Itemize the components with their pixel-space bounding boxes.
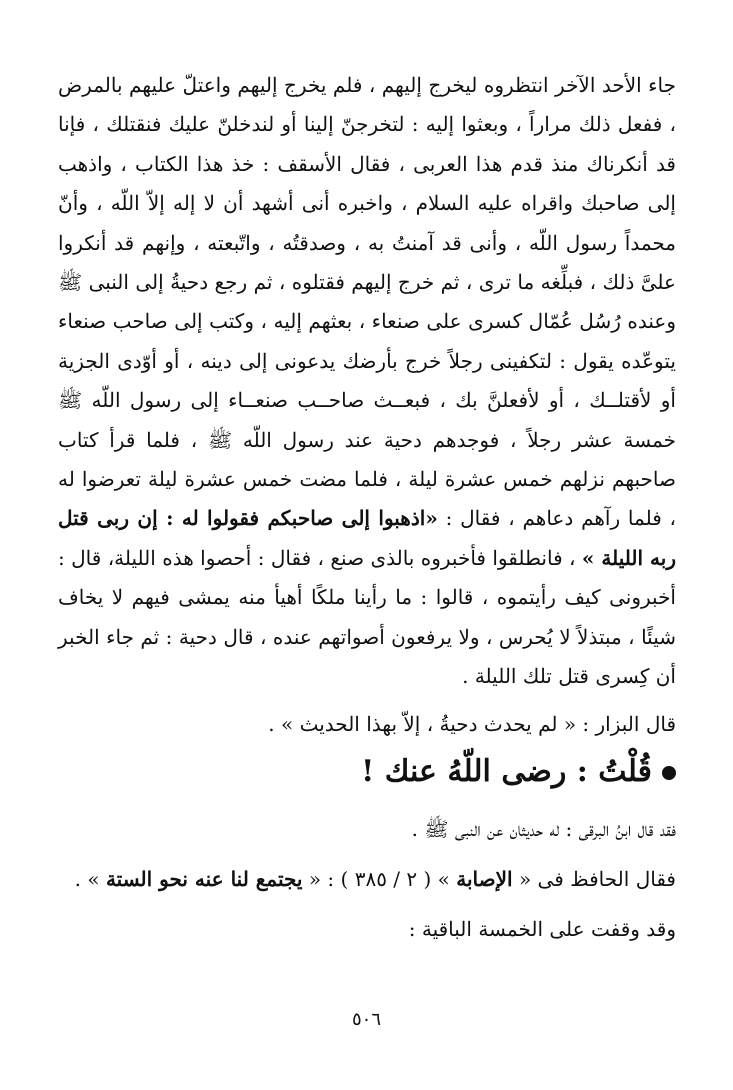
hafiz-line-end: » . xyxy=(74,866,106,891)
page-body xyxy=(58,66,676,1066)
hafiz-quote: يجتمع لنا عنه نحو الستة xyxy=(105,866,303,891)
barqi-line: فقد قال ابنُ البرقى : له حديثان عن النبى ﷺ . xyxy=(411,816,676,841)
heading-text: قُلْتُ : رضى اللّهُ عنك ! xyxy=(361,753,652,789)
bazzar-quote: قال البزار : « لم يحدث دحيةُ ، إلاّ بهذا الحديث » . xyxy=(268,711,676,736)
hafiz-line xyxy=(58,861,676,897)
remaining-line: وقد وقفت على الخمسة الباقية : xyxy=(408,916,676,941)
paragraph-text-part2: ، فانطلقوا فأخبروه بالذى صنع ، فقال : أحصوا هذه الليلة، قال : أخبرونى كيف رأيتموه ، قالوا : ما رأينا ملكًا أهيأ منه يمشى فيهم لا يخاف شيئًا ، مبتذلاً لا يُحرس ، ولا يرفعون أصواتهم عنده ، قال دحية : ثم جاء الخبر أن كِسرى قتل تلك الليلة . xyxy=(58,545,676,689)
prophet-quote-bold: «اذهبوا إلى صاحبكم فقولوا له : إن ربى قتل ربه الليلة » xyxy=(58,506,676,570)
page-number: ٥٠٦ xyxy=(351,1009,381,1030)
hafiz-line-start: فقال الحافظ فى « xyxy=(512,866,676,891)
book-title: الإصابة xyxy=(456,866,513,891)
main-paragraph xyxy=(58,66,676,697)
bullet-icon xyxy=(662,766,676,780)
hafiz-line-middle: » ( ٢ / ٣٨٥ ) : « xyxy=(302,866,457,891)
paragraph-text-part1: جاء الأحد الآخر انتظروه ليخرج إليهم ، فلم يخرج إليهم واعتلّ عليهم بالمرض ، ففعل ذلك مراراً ، وبعثوا إليه : لتخرجنّ إلينا أو لندخلنّ عليك فنقتلك ، فإنا قد أنكرناك منذ قدم هذا العربى ، فقال الأسقف : خذ هذا الكتاب ، واذهب إلى صاحبك واقراه عليه السلام ، واخبره أنى أشهد أن لا إله إلاّ اللّه ، وأنّ محمداً رسول اللّه ، وأنى قد آمنتُ به ، وصدقتُه ، واتّبعته ، وإنهم قد أنكروا علىَّ ذلك ، فبلِّغه ما ترى ، ثم خرج إليهم فقتلوه ، ثم رجع دحيةُ إلى النبى ﷺ وعنده رُسُل عُمّال كسرى على صنعاء ، بعثهم إليه ، وكتب إلى صاحب صنعاء يتوعّده يقول : لتكفينى رجلاً خرج بأرضك يدعونى إلى دينه ، أو أوّدى الجزية أو لأقتلــك ، أو لأفعلنَّ بك ، فبعــث صاحــب صنعــاء إلى رسول اللّه ﷺ خمسة عشر رجلاً ، فوجدهم دحية عند رسول اللّه ﷺ ، فلما قرأ كتاب صاحبهم نزلهم خمس عشرة ليلة ، فلما مضت خمس عشرة ليلة تعرضوا له ، فلما رآهم دعاهم ، فقال : xyxy=(58,73,677,531)
section-heading xyxy=(58,747,676,797)
